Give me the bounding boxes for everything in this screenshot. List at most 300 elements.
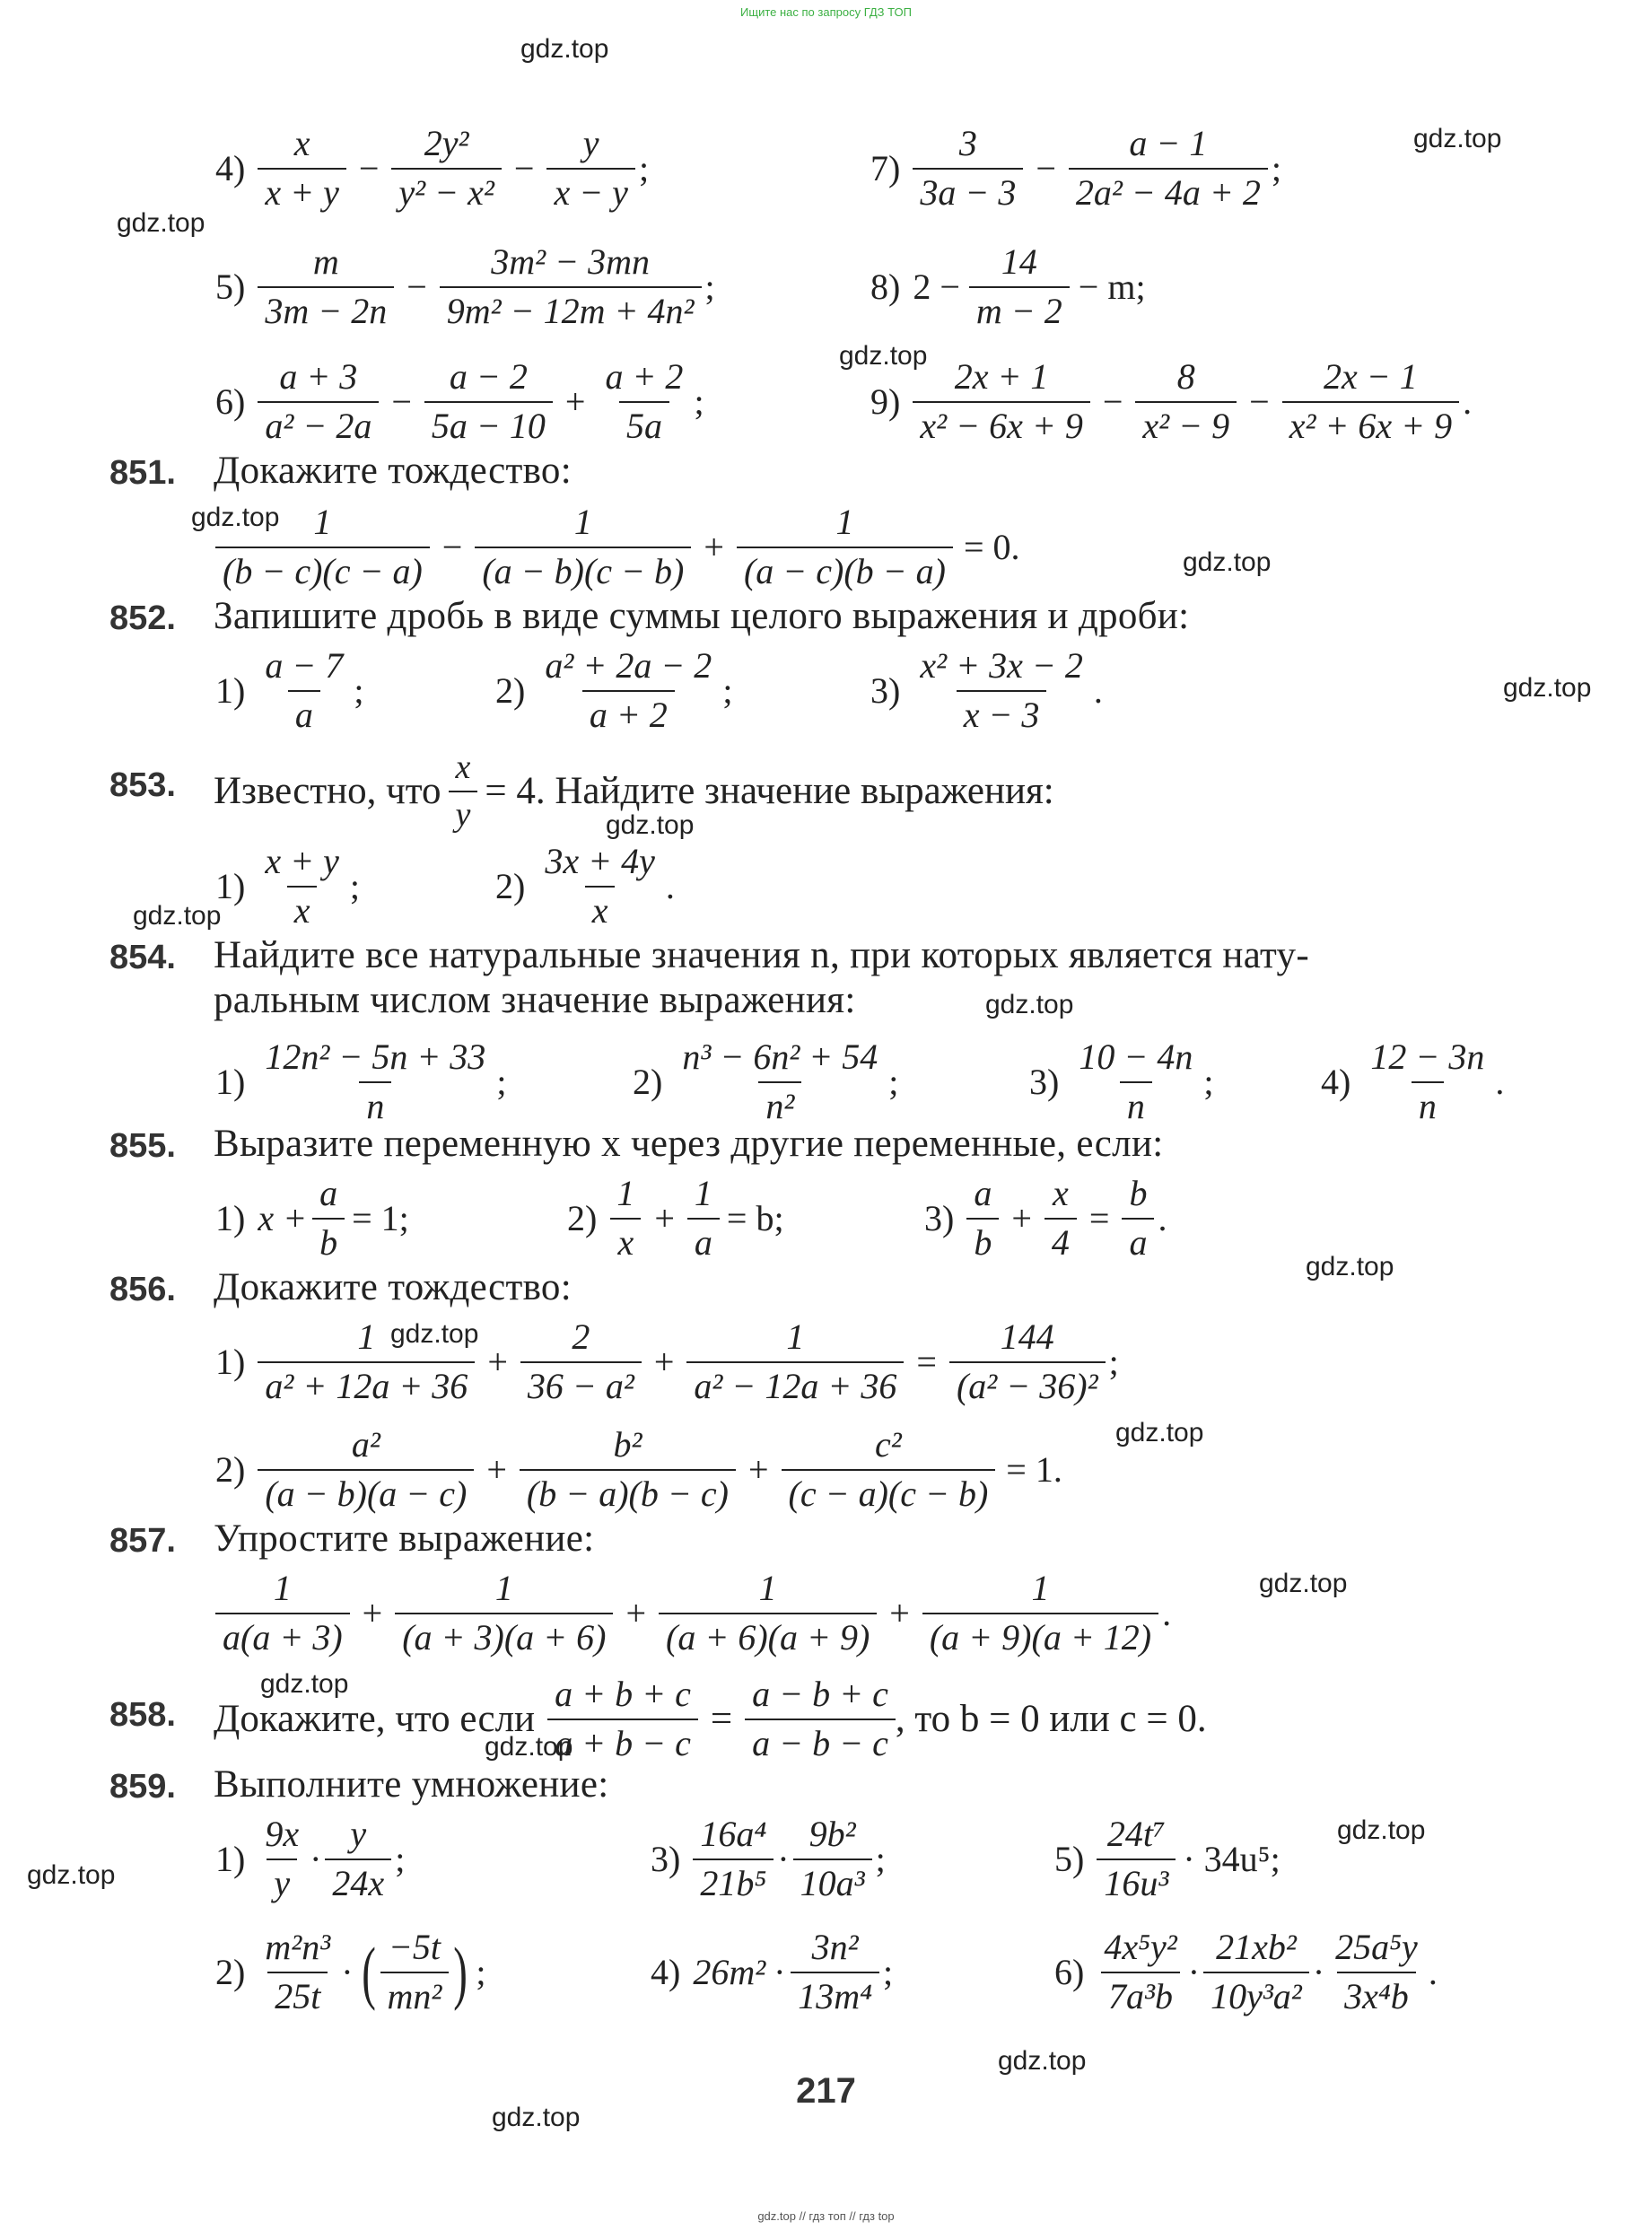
fraction — [791, 1929, 879, 2016]
fraction — [1282, 356, 1459, 446]
numerator: a — [319, 1173, 338, 1213]
item-label: 7) — [870, 148, 901, 189]
denominator: 5a − 10 — [424, 401, 553, 445]
exercise-859-item-3 — [651, 1816, 886, 1902]
fraction — [215, 504, 430, 590]
operator: − — [391, 381, 412, 423]
fraction — [258, 645, 350, 735]
numerator: 3 — [958, 123, 977, 163]
operator: + — [653, 1342, 675, 1383]
denominator: a² − 12a + 36 — [686, 1361, 904, 1405]
item-label: 9) — [870, 381, 901, 423]
denominator: (a + 9)(a + 12) — [922, 1613, 1158, 1657]
punct: ; — [704, 267, 715, 308]
operator: + — [362, 1593, 383, 1634]
exercise-number: 856. — [109, 1271, 176, 1308]
exercise-text: Упростите выражение: — [214, 1517, 595, 1560]
fraction — [538, 841, 662, 931]
denominator: a² + 12a + 36 — [258, 1361, 475, 1405]
item-label: 1) — [215, 1342, 246, 1383]
denominator: a(a + 3) — [215, 1613, 350, 1657]
denominator: (a² − 36)² — [949, 1361, 1106, 1405]
fraction — [922, 1570, 1158, 1657]
denominator: 3a − 3 — [913, 168, 1023, 212]
operator: · — [777, 1839, 790, 1880]
fraction — [1069, 123, 1268, 213]
numerator: a − 7 — [265, 645, 344, 686]
numerator: a − 1 — [1129, 123, 1208, 163]
numerator: a + 2 — [605, 356, 684, 397]
prefix: x + — [258, 1198, 308, 1239]
left-paren: ( — [361, 1932, 376, 2011]
exercise-text: ральным числом значение выражения: — [214, 979, 856, 1021]
exercise-856-item-2 — [215, 1424, 1062, 1514]
numerator: 4x⁵y² — [1104, 1927, 1177, 1967]
exercise-859-item-2 — [215, 1929, 486, 2016]
suffix: = b; — [726, 1198, 784, 1239]
fraction — [966, 1173, 999, 1263]
item-label: 8) — [870, 267, 901, 308]
numerator: x — [1053, 1173, 1069, 1213]
denominator: n — [359, 1081, 391, 1125]
denominator: 2a² − 4a + 2 — [1069, 168, 1268, 212]
exercise-859-item-6 — [1054, 1929, 1438, 2016]
fraction — [380, 1929, 450, 2016]
exercise-850-item-4 — [215, 123, 650, 213]
numerator: a + 3 — [279, 356, 358, 397]
numerator: y — [582, 123, 599, 163]
item-label: 6) — [215, 381, 246, 423]
fraction — [258, 1929, 337, 2016]
operator: − — [441, 527, 463, 568]
fraction — [1135, 356, 1237, 446]
denominator: (a + 3)(a + 6) — [395, 1613, 613, 1657]
punct: . — [1162, 1593, 1172, 1634]
exercise-text: = 4. Найдите значение выражения: — [485, 770, 1054, 813]
item-label: 1) — [215, 1062, 246, 1103]
denominator: (a − b)(a − c) — [258, 1469, 474, 1513]
fraction — [949, 1316, 1106, 1406]
suffix: = 1; — [352, 1198, 409, 1239]
top-banner: Ищите нас по запросу ГДЗ ТОП — [740, 5, 912, 19]
denominator: y — [267, 1859, 297, 1902]
watermark: gdz.top — [1259, 1569, 1348, 1598]
exercise-number: 858. — [109, 1696, 176, 1734]
fraction — [969, 241, 1070, 331]
denominator: a — [1122, 1218, 1154, 1262]
watermark: gdz.top — [260, 1669, 349, 1699]
denominator: a² − 2a — [258, 401, 379, 445]
fraction — [675, 1036, 885, 1126]
numerator: 2y² — [424, 123, 469, 163]
punct: . — [1495, 1062, 1505, 1103]
fraction — [424, 356, 553, 446]
fraction — [737, 504, 953, 590]
denominator: 4 — [1045, 1218, 1077, 1262]
suffix: · 34u⁵; — [1183, 1839, 1281, 1880]
exercise-number: 853. — [109, 766, 176, 804]
fraction — [547, 1676, 698, 1762]
item-label: 1) — [215, 1839, 246, 1880]
fraction — [258, 1424, 474, 1514]
exercise-855-item-2 — [567, 1173, 784, 1263]
fraction — [609, 1173, 642, 1263]
denominator: 10y³a² — [1203, 1972, 1309, 2016]
exercise-number: 855. — [109, 1127, 176, 1165]
item-label: 2) — [495, 866, 526, 907]
page-number: 217 — [796, 2071, 856, 2111]
punct: ; — [722, 670, 733, 712]
operator: · — [341, 1952, 354, 1993]
exercise-number: 851. — [109, 454, 176, 492]
fraction — [1122, 1173, 1154, 1263]
denominator: (b − a)(b − c) — [520, 1469, 736, 1513]
punct: = 1. — [1006, 1449, 1062, 1491]
denominator: 13m⁴ — [791, 1972, 879, 2016]
denominator: x — [585, 886, 616, 930]
exercise-859-item-5 — [1054, 1816, 1281, 1902]
fraction — [659, 1570, 877, 1657]
operator: + — [625, 1593, 647, 1634]
denominator: 9m² − 12m + 4n² — [440, 286, 702, 330]
watermark: gdz.top — [839, 341, 928, 371]
exercise-number: 859. — [109, 1768, 176, 1806]
exercise-855-item-3 — [924, 1173, 1167, 1263]
watermark: gdz.top — [985, 990, 1074, 1019]
exercise-854-item-4 — [1321, 1036, 1505, 1126]
numerator: a — [974, 1173, 992, 1213]
denominator: (b − c)(c − a) — [215, 547, 430, 590]
operator: + — [487, 1342, 508, 1383]
exercise-text: Выполните умножение: — [214, 1763, 609, 1806]
numerator: 1 — [616, 1173, 635, 1213]
denominator: x² − 9 — [1135, 401, 1237, 445]
numerator: 21xb² — [1216, 1927, 1297, 1967]
fraction — [782, 1424, 996, 1514]
numerator: b — [1129, 1173, 1148, 1213]
numerator: 2 — [572, 1316, 590, 1357]
watermark: gdz.top — [1413, 124, 1502, 153]
numerator: 9b² — [809, 1814, 856, 1854]
fraction — [520, 1316, 642, 1406]
denominator: n — [1412, 1081, 1444, 1125]
exercise-850-item-7 — [870, 123, 1281, 213]
fraction — [475, 504, 691, 590]
denominator: (a − b)(c − b) — [475, 547, 691, 590]
operator: · — [1312, 1952, 1325, 1993]
numerator: 12n² − 5n + 33 — [265, 1036, 486, 1077]
fraction — [258, 241, 394, 331]
operator: = — [710, 1698, 733, 1741]
fraction — [258, 1316, 475, 1406]
exercise-number: 857. — [109, 1522, 176, 1560]
numerator: x — [293, 123, 310, 163]
exercise-text: Известно, что — [214, 770, 441, 813]
fraction — [258, 1816, 306, 1902]
numerator: 24t⁷ — [1106, 1814, 1166, 1854]
right-paren: ) — [453, 1932, 468, 2011]
punct: ; — [694, 381, 704, 423]
punct: ; — [349, 866, 360, 907]
fraction — [598, 356, 690, 446]
watermark: gdz.top — [485, 1732, 573, 1762]
operator: · — [1187, 1952, 1201, 1993]
punct: ; — [354, 670, 364, 712]
numerator: y — [350, 1814, 367, 1854]
fraction — [258, 1036, 493, 1126]
denominator: a + 2 — [582, 690, 675, 734]
exercise-853-text — [214, 750, 1054, 833]
denominator: n² — [758, 1081, 801, 1125]
numerator: 1 — [573, 502, 592, 542]
punct: ; — [888, 1062, 899, 1103]
fraction — [391, 123, 501, 213]
exercise-852-item-1 — [215, 645, 364, 735]
fraction — [546, 123, 635, 213]
item-label: 1) — [215, 670, 246, 712]
punct: ; — [883, 1952, 894, 1993]
numerator: 1 — [273, 1568, 292, 1608]
operator: − — [358, 148, 380, 189]
denominator: 5a — [619, 401, 669, 445]
numerator: b² — [613, 1424, 642, 1465]
punct: ; — [395, 1839, 406, 1880]
denominator: x − y — [546, 168, 635, 212]
punct: ; — [1271, 148, 1281, 189]
fraction — [1363, 1036, 1491, 1126]
punct: ; — [875, 1839, 886, 1880]
numerator: 1 — [1031, 1568, 1050, 1608]
operator: − — [513, 148, 535, 189]
denominator: a — [288, 690, 320, 734]
numerator: 3n² — [811, 1927, 859, 1967]
numerator: 1 — [313, 502, 332, 542]
operator: + — [889, 1593, 910, 1634]
numerator: x + y — [265, 841, 339, 881]
exercise-850-item-9 — [870, 356, 1473, 446]
fraction — [686, 1316, 904, 1406]
denominator: x — [610, 1218, 641, 1262]
numerator: 8 — [1176, 356, 1195, 397]
denominator: m − 2 — [969, 286, 1070, 330]
denominator: 3x⁴b — [1337, 1972, 1416, 2016]
operator: = — [1088, 1198, 1110, 1239]
fraction — [258, 123, 346, 213]
item-label: 3) — [870, 670, 901, 712]
exercise-854-item-3 — [1029, 1036, 1214, 1126]
denominator: 10a³ — [793, 1859, 872, 1902]
item-label: 3) — [1029, 1062, 1060, 1103]
numerator: c² — [875, 1424, 902, 1465]
fraction — [913, 123, 1023, 213]
fraction — [538, 645, 719, 735]
fraction — [325, 1816, 391, 1902]
numerator: 12 − 3n — [1370, 1036, 1485, 1077]
item-label: 3) — [924, 1198, 955, 1239]
numerator: 3x + 4y — [545, 841, 655, 881]
punct: ; — [496, 1062, 507, 1103]
exercise-854-item-2 — [633, 1036, 899, 1126]
fraction — [913, 645, 1089, 735]
denominator: 24x — [325, 1859, 391, 1902]
exercise-text: Докажите тождество: — [214, 450, 572, 492]
punct: ; — [1203, 1062, 1214, 1103]
watermark: gdz.top — [117, 208, 205, 238]
denominator: 36 − a² — [520, 1361, 642, 1405]
numerator: a² — [351, 1424, 380, 1465]
watermark: gdz.top — [133, 901, 222, 931]
fraction — [520, 1424, 736, 1514]
numerator: 2x − 1 — [1324, 356, 1418, 397]
denominator: x — [287, 886, 318, 930]
item-label: 5) — [215, 267, 246, 308]
operator: − — [1249, 381, 1270, 423]
watermark: gdz.top — [492, 2103, 581, 2132]
numerator: 1 — [786, 1316, 805, 1357]
numerator: a² + 2a − 2 — [545, 645, 712, 686]
item-label: 4) — [1321, 1062, 1351, 1103]
exercise-859-item-1 — [215, 1816, 405, 1902]
denominator: y — [449, 791, 478, 833]
denominator: (a − c)(b − a) — [737, 547, 953, 590]
punct: ; — [476, 1952, 486, 1993]
fraction — [745, 1676, 896, 1762]
item-label: 5) — [1054, 1839, 1085, 1880]
numerator: 16a⁴ — [700, 1814, 767, 1854]
operator: + — [486, 1449, 507, 1491]
denominator: 25t — [267, 1972, 328, 2016]
item-label: 2) — [633, 1062, 663, 1103]
fraction — [1328, 1929, 1425, 2016]
watermark: gdz.top — [1503, 673, 1592, 703]
operator: = — [916, 1342, 937, 1383]
numerator: 144 — [1000, 1316, 1054, 1357]
denominator: x + y — [258, 168, 346, 212]
exercise-number: 854. — [109, 939, 176, 976]
operator: − — [1102, 381, 1123, 423]
numerator: 14 — [1001, 241, 1037, 282]
numerator: 1 — [758, 1568, 777, 1608]
exercise-text: Докажите, что если — [214, 1698, 536, 1741]
exercise-text: Докажите тождество: — [214, 1266, 572, 1308]
numerator: 9x — [265, 1814, 300, 1854]
denominator: (c − a)(c − b) — [782, 1469, 996, 1513]
fraction — [693, 1816, 774, 1902]
fraction — [258, 841, 346, 931]
exercise-851-expression — [215, 504, 1020, 590]
numerator: 3m² − 3mn — [491, 241, 651, 282]
numerator: x — [455, 748, 471, 786]
fraction — [1203, 1929, 1309, 2016]
numerator: a + b + c — [555, 1674, 691, 1714]
exercise-number: 852. — [109, 599, 176, 637]
watermark: gdz.top — [191, 503, 280, 532]
denominator: a + b − c — [547, 1719, 698, 1762]
item-label: 4) — [215, 148, 246, 189]
denominator: x² + 6x + 9 — [1282, 401, 1459, 445]
suffix: − m; — [1078, 267, 1146, 308]
fraction — [1071, 1036, 1200, 1126]
item-label: 2) — [215, 1449, 246, 1491]
prefix: 2 − — [913, 267, 960, 308]
prefix: 26m² · — [693, 1952, 784, 1993]
exercise-text: Запишите дробь в виде суммы целого выражения и дроби: — [214, 595, 1190, 637]
fraction — [258, 356, 379, 446]
numerator: 2x + 1 — [954, 356, 1049, 397]
exercise-text: Найдите все натуральные значения n, при которых является нату- — [214, 934, 1309, 976]
item-label: 1) — [215, 866, 246, 907]
exercise-854-item-1 — [215, 1036, 507, 1126]
item-label: 1) — [215, 1198, 246, 1239]
exercise-text: Выразите переменную x через другие переменные, если: — [214, 1123, 1164, 1165]
denominator: a — [687, 1218, 720, 1262]
fraction — [793, 1816, 872, 1902]
denominator: a − b − c — [745, 1719, 896, 1762]
numerator: 1 — [357, 1316, 376, 1357]
watermark: gdz.top — [606, 810, 695, 840]
exercise-855-item-1 — [215, 1173, 409, 1263]
fraction — [1045, 1173, 1077, 1263]
numerator: a − 2 — [449, 356, 528, 397]
item-label: 2) — [215, 1952, 246, 1993]
exercise-852-item-2 — [495, 645, 733, 735]
denominator: y² − x² — [391, 168, 501, 212]
exercise-850-item-8 — [870, 241, 1146, 331]
watermark: gdz.top — [27, 1860, 116, 1890]
exercise-852-item-3 — [870, 645, 1103, 735]
punct: . — [1463, 381, 1473, 423]
denominator: n — [1120, 1081, 1152, 1125]
numerator: −5t — [388, 1927, 441, 1967]
punct: = 0. — [963, 527, 1020, 568]
operator: + — [1011, 1198, 1032, 1239]
watermark: gdz.top — [390, 1319, 479, 1349]
denominator: x² − 6x + 9 — [913, 401, 1089, 445]
item-label: 3) — [651, 1839, 681, 1880]
item-label: 6) — [1054, 1952, 1085, 1993]
numerator: a − b + c — [752, 1674, 888, 1714]
punct: ; — [1108, 1342, 1119, 1383]
exercise-text: , то b = 0 или c = 0. — [895, 1698, 1207, 1741]
exercise-856-item-1 — [215, 1316, 1119, 1406]
fraction — [1097, 1816, 1176, 1902]
exercise-857-expression — [215, 1570, 1171, 1657]
exercise-853-item-1 — [215, 841, 360, 931]
bottom-banner: gdz.top // гдз топ // гдз top — [757, 2209, 895, 2223]
operator: − — [406, 267, 427, 308]
item-label: 2) — [567, 1198, 598, 1239]
exercise-859-item-4 — [651, 1929, 893, 2016]
fraction — [687, 1173, 720, 1263]
numerator: 1 — [494, 1568, 513, 1608]
numerator: 25a⁵y — [1335, 1927, 1418, 1967]
denominator: mn² — [380, 1972, 450, 2016]
watermark: gdz.top — [1183, 547, 1272, 577]
denominator: 21b⁵ — [693, 1859, 774, 1902]
denominator: x − 3 — [957, 690, 1047, 734]
watermark: gdz.top — [1306, 1252, 1394, 1281]
fraction — [215, 1570, 350, 1657]
operator: + — [654, 1198, 675, 1239]
operator: + — [704, 527, 724, 568]
watermark: gdz.top — [520, 34, 609, 64]
watermark: gdz.top — [1115, 1418, 1204, 1447]
denominator: b — [312, 1218, 345, 1262]
numerator: m²n³ — [265, 1927, 331, 1967]
fraction — [312, 1173, 345, 1263]
fraction — [395, 1570, 613, 1657]
fraction — [449, 750, 478, 833]
